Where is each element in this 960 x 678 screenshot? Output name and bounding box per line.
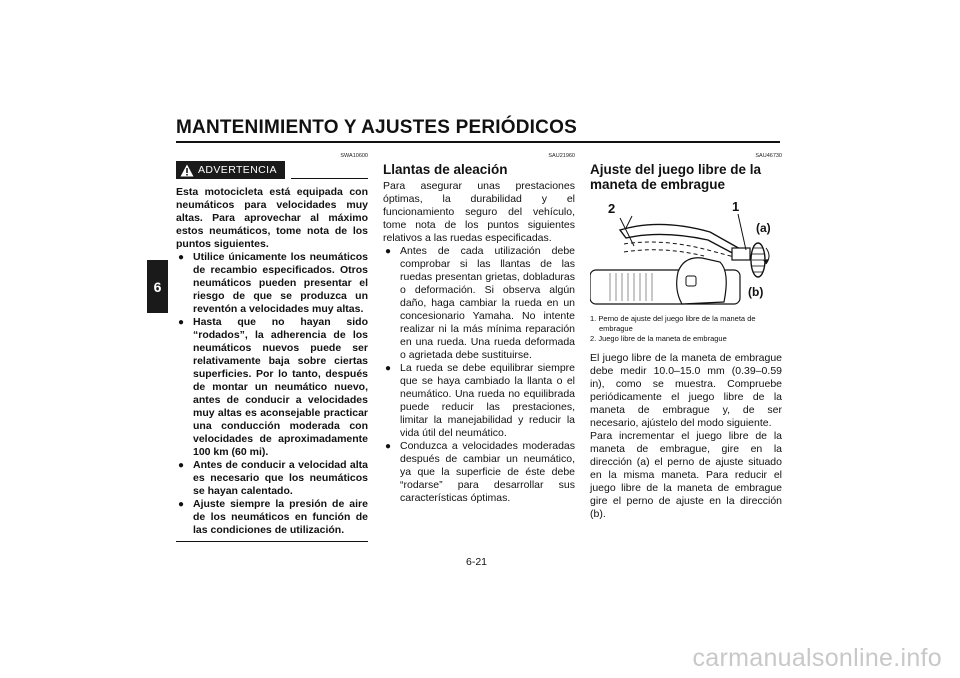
warning-item: ● Ajuste siempre la presión de aire de los neumáticos en función de las condiciones de utilización. [176, 498, 368, 537]
warning-item: ● Hasta que no hayan sido “rodados”, la adherencia de los neumáticos nuevos puede ser relativamente baja sobre ciertas superficies. Por lo tanto, después de montar un neumático nuevo, antes de conducir a velocidades muy altas es aconsejable practicar una conducción moderada con velocidades de aproximadamente 100 km (60 mi). [176, 316, 368, 459]
figure-label-a: (a) [756, 221, 771, 235]
clutch-paragraph-2: Para incrementar el juego libre de la maneta de embrague, gire en la dirección (a) el perno de ajuste situado en la misma maneta. Para reducir el juego libre de la maneta de embrague gire el perno de ajuste en la dirección (b). [590, 430, 782, 520]
figure-label-1: 1 [732, 199, 740, 214]
warning-item: ● Utilice únicamente los neumáticos de recambio especificados. Otros neumáticos pueden presentar el riesgo de que se produzca un reventón a velocidades muy altas. [176, 251, 368, 316]
clutch-column [590, 150, 782, 521]
figure-label-b: (b) [748, 285, 764, 299]
clutch-lever-figure [590, 198, 782, 311]
chapter-tab: 6 [147, 260, 168, 313]
warning-item: ● Antes de conducir a velocidad alta es necesario que los neumáticos se hayan calentado. [176, 459, 368, 498]
wheels-item: ● Antes de cada utilización debe comprobar si las llantas de las ruedas presentan grietas, dobladuras o deformación. Si observa algún daño, haga cambiar la rueda en un concesionario Yamaha. No intente realizar ni la más mínima reparación en una rueda. Una rueda deformada o agrietada debe sustituirse. [383, 245, 575, 362]
warning-header [176, 161, 368, 179]
warning-badge [176, 161, 285, 179]
figure-captions [590, 314, 782, 344]
wheels-item: ● Conduzca a velocidades moderadas después de cambiar un neumático, ya que la superficie de éste debe “rodarse” para desarrollar sus características óptimas. [383, 440, 575, 505]
page-number: 6-21 [466, 556, 488, 568]
warning-list [176, 251, 368, 537]
watermark: carmanualsonline.info [692, 644, 942, 672]
clutch-code: SAU46730 [755, 153, 782, 159]
warning-column [176, 150, 368, 542]
wheels-code: SAU21960 [548, 153, 575, 159]
wheels-column [383, 150, 575, 505]
warning-code: SWA10600 [340, 153, 368, 159]
clutch-paragraph-1: El juego libre de la maneta de embrague debe medir 10.0–15.0 mm (0.39–0.59 in), como se muestra. Compruebe periódicamente el juego libre de la maneta de embrague y, de ser necesario, ajústelo del modo siguiente. [590, 352, 782, 429]
wheels-heading: Llantas de aleación [383, 162, 508, 177]
figure-label-2: 2 [608, 201, 616, 216]
warning-intro: Esta motocicleta está equipada con neumáticos para velocidades muy altas. Para aprovechar al máximo estos neumáticos, tome nota de los puntos siguientes. [176, 186, 368, 250]
figure-caption: 2. Juego libre de la maneta de embrague [590, 334, 727, 343]
warning-label: ADVERTENCIA [198, 163, 277, 176]
header-rule [176, 141, 780, 143]
page-title: MANTENIMIENTO Y AJUSTES PERIÓDICOS [176, 117, 577, 138]
clutch-heading: Ajuste del juego libre de la maneta de embrague [590, 162, 762, 192]
wheels-intro: Para asegurar unas prestaciones óptimas, la durabilidad y el funcionamiento seguro del vehículo, tome nota de los puntos siguientes relativos a las ruedas especificadas. [383, 180, 575, 244]
warning-line [291, 178, 368, 179]
warning-end-rule [176, 541, 368, 542]
warning-triangle-icon [180, 164, 194, 177]
figure-caption: 1. Perno de ajuste del juego libre de la maneta de embrague [590, 314, 756, 333]
wheels-list [383, 245, 575, 505]
wheels-item: ● La rueda se debe equilibrar siempre que se haya cambiado la llanta o el neumático. Una rueda no equilibrada puede reducir las prestaciones, limitar la manejabilidad y reducir la vida útil del neumático. [383, 362, 575, 440]
